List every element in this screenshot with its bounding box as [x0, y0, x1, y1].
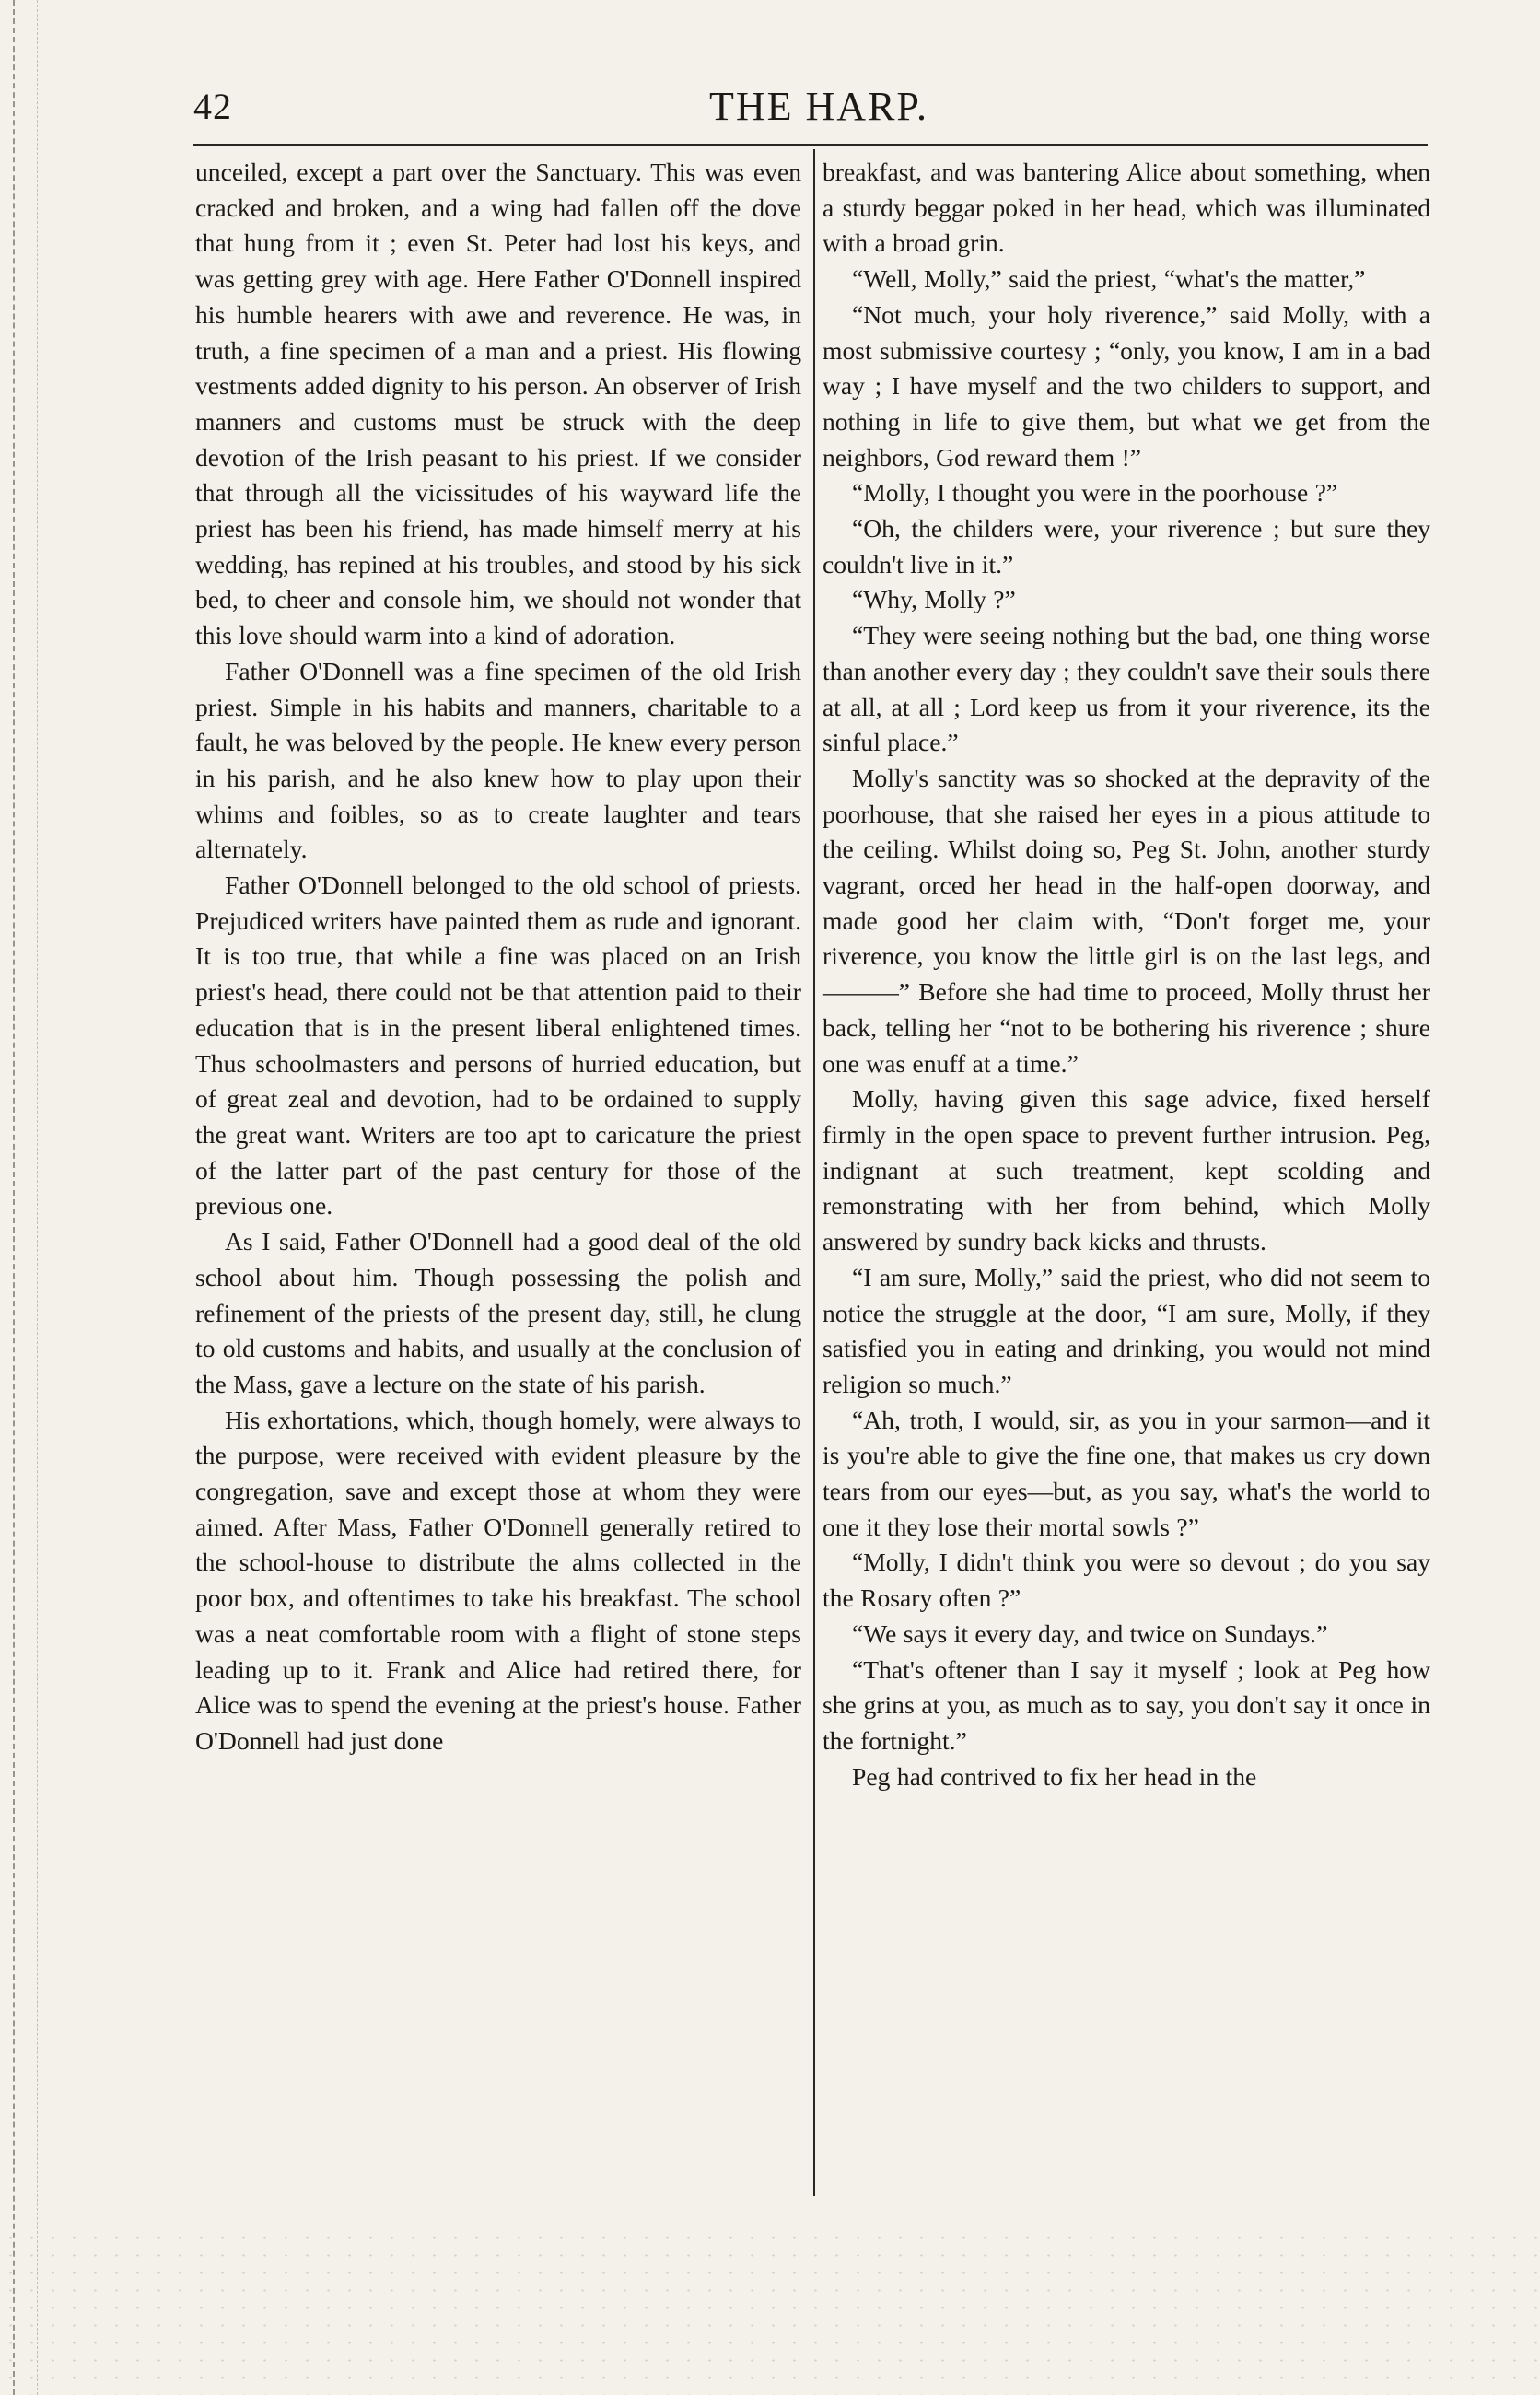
page-header: [193, 81, 1428, 136]
page-edge-line: [13, 0, 17, 2395]
page-number: 42: [193, 86, 232, 127]
paragraph: “Oh, the childers were, your riverence ; but sure they couldn't live in it.”: [822, 514, 1430, 578]
paragraph: “They were seeing nothing but the bad, one thing worse than another every day ; they couldn't save their souls there at all, at all ; Lord keep us from it your riverence, its the sinful place.”: [822, 621, 1430, 757]
paragraph: “Ah, troth, I would, sir, as you in your sarmon—and it is you're able to give the fine one, that makes us cry down tears from our eyes—but, as you say, what's the world to one it they lose their mortal sowls ?”: [822, 1405, 1430, 1541]
paper-texture: [0, 2229, 1540, 2395]
paragraph: Molly, having given this sage advice, fixed herself firmly in the open space to prevent further intrusion. Peg, indignant at such treatment, kept scolding and remonstrating with her from behind, which Molly answered by sundry back kicks and thrusts.: [822, 1084, 1430, 1256]
page-edge-line-inner: [37, 0, 38, 2395]
paragraph: breakfast, and was bantering Alice about something, when a sturdy beggar poked in her head, which was illuminated with a broad grin.: [822, 158, 1430, 258]
paragraph: “I am sure, Molly,” said the priest, who did not seem to notice the struggle at the door, “I am sure, Molly, if they satisfied you in eating and drinking, you would not mind religion so much.”: [822, 1262, 1430, 1398]
paragraph: “That's oftener than I say it myself ; look at Peg how she grins at you, as much as to say, you don't say it once in the fortnight.”: [822, 1654, 1430, 1755]
paragraph: “Well, Molly,” said the priest, “what's the matter,”: [852, 264, 1366, 294]
paragraph: Molly's sanctity was so shocked at the depravity of the poorhouse, that she raised her eyes in a pious attitude to the ceiling. Whilst doing so, Peg St. John, another sturdy vagrant, orced her head in the half-open doorway, and made good her claim with, “Don't forget me, your riverence, you know the little girl is on the last legs, and———” Before she had time to proceed, Molly thrust her back, telling her “not to be bothering his riverence ; shure one was enuff at a time.”: [822, 763, 1430, 1078]
column-divider: [813, 149, 815, 2196]
paragraph: “Molly, I didn't think you were so devout ; do you say the Rosary often ?”: [822, 1548, 1430, 1613]
paragraph: “Not much, your holy riverence,” said Molly, with a most submissive courtesy ; “only, you know, I am in a bad way ; I have myself and the two childers to support, and nothing in life to give them, but what we get from the neighbors, God reward them !”: [822, 299, 1430, 472]
paragraph: Peg had contrived to fix her head in the: [852, 1761, 1257, 1791]
paragraph: “Why, Molly ?”: [852, 585, 1016, 614]
paragraph: “Molly, I thought you were in the poorhouse ?”: [852, 478, 1338, 508]
paragraph: As I said, Father O'Donnell had a good deal of the old school about him. Though possessing the polish and refinement of the priests of the present day, still, he clung to old customs and habits, and usually at the conclusion of the Mass, gave a lecture on the state of his parish.: [195, 1227, 801, 1398]
paragraph: Father O'Donnell was a fine specimen of the old Irish priest. Simple in his habits and manners, charitable to a fault, he was beloved by the people. He knew every person in his parish, and he also knew how to play upon their whims and foibles, so as to create laughter and tears alternately.: [195, 656, 801, 864]
paragraph: “We says it every day, and twice on Sundays.”: [852, 1618, 1328, 1648]
header-rule: [193, 144, 1428, 146]
paragraph: unceiled, except a part over the Sanctuary. This was even cracked and broken, and a wing had fallen off the dove that hung from it ; even St. Peter had lost his keys, and was getting grey with age. Here Father O'Donnell inspired his humble hearers with awe and reverence. He was, in truth, a fine specimen of a man and a priest. His flowing vestments added dignity to his person. An observer of Irish manners and customs must be struck with the deep devotion of the Irish peasant to his priest. If we consider that through all the vicissitudes of his wayward life the priest has been his friend, has made himself merry at his wedding, has repined at his troubles, and stood by his sick bed, to cheer and console him, we should not wonder that this love should warm into a kind of adoration.: [195, 158, 801, 650]
right-column: [822, 155, 1430, 1794]
left-column: [195, 155, 801, 1759]
paragraph: Father O'Donnell belonged to the old school of priests. Prejudiced writers have painted them as rude and ignorant. It is too true, that while a fine was placed on an Irish priest's head, there could not be that attention paid to their education that is in the present liberal enlightened times. Thus schoolmasters and persons of hurried education, but of great zeal and devotion, had to be ordained to supply the great want. Writers are too apt to caricature the priest of the latter part of the past century for those of the previous one.: [195, 870, 801, 1221]
paragraph: His exhortations, which, though homely, were always to the purpose, were received with evident pleasure by the congregation, save and except those at whom they were aimed. After Mass, Father O'Donnell generally retired to the school-house to distribute the alms collected in the poor box, and oftentimes to take his breakfast. The school was a neat comfortable room with a flight of stone steps leading up to it. Frank and Alice had retired there, for Alice was to spend the evening at the priest's house. Father O'Donnell had just done: [195, 1405, 801, 1755]
running-title: THE HARP.: [709, 84, 929, 129]
